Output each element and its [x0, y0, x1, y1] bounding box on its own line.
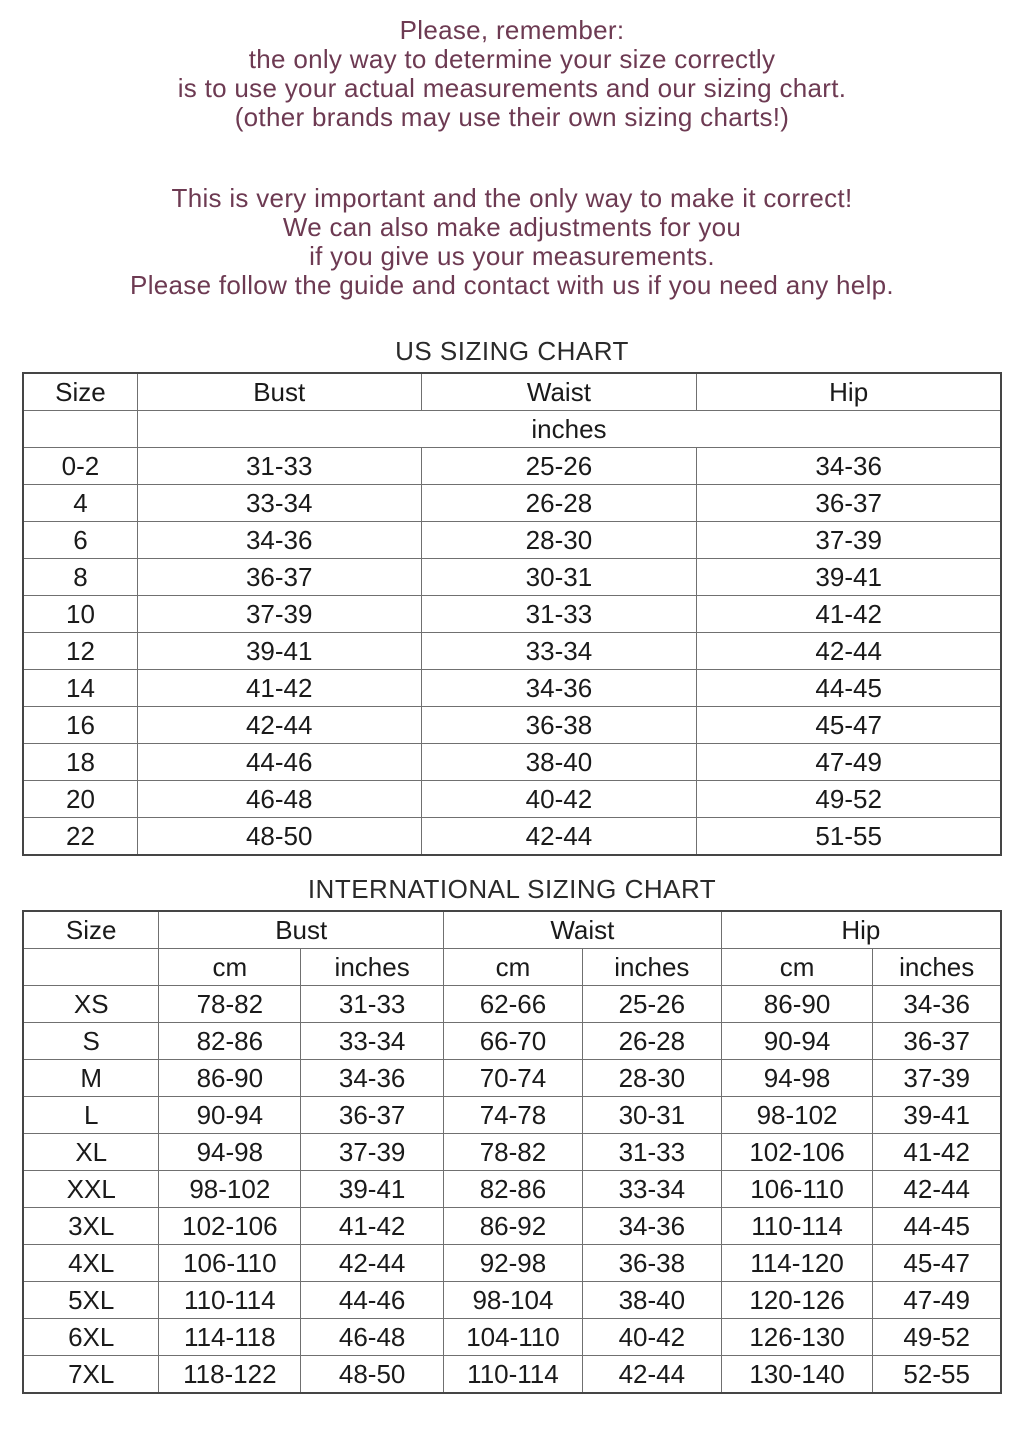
- table-row: [23, 744, 1001, 781]
- measurement-cell: 25-26: [421, 448, 697, 485]
- us-chart-title: US SIZING CHART: [395, 336, 629, 366]
- measurement-cell: 31-33: [421, 596, 697, 633]
- table-row: [23, 1356, 1001, 1394]
- intro-line: the only way to determine your size correctly: [248, 44, 776, 74]
- measurement-cell: 40-42: [421, 781, 697, 818]
- measurement-cell: 44-45: [873, 1208, 1001, 1245]
- measurement-cell: 70-74: [444, 1060, 583, 1097]
- size-cell: 14: [23, 670, 137, 707]
- measurement-cell: 45-47: [697, 707, 1001, 744]
- measurement-cell: 42-44: [873, 1171, 1001, 1208]
- table-row: [23, 1171, 1001, 1208]
- measurement-cell: 39-41: [697, 559, 1001, 596]
- size-cell: 0-2: [23, 448, 137, 485]
- measurement-cell: 46-48: [301, 1319, 444, 1356]
- measurement-cell: 110-114: [721, 1208, 873, 1245]
- measurement-cell: 31-33: [582, 1134, 721, 1171]
- table-row: [23, 1282, 1001, 1319]
- measurement-cell: 34-36: [421, 670, 697, 707]
- measurement-cell: 36-37: [873, 1023, 1001, 1060]
- intro-line: if you give us your measurements.: [309, 241, 715, 271]
- measurement-cell: 25-26: [582, 986, 721, 1023]
- measurement-cell: 118-122: [159, 1356, 301, 1394]
- empty-cell: [23, 949, 159, 986]
- measurement-cell: 47-49: [697, 744, 1001, 781]
- measurement-cell: 37-39: [873, 1060, 1001, 1097]
- measurement-cell: 26-28: [421, 485, 697, 522]
- table-row: [23, 818, 1001, 856]
- size-cell: S: [23, 1023, 159, 1060]
- bust-column-header: Bust: [137, 373, 421, 411]
- size-cell: 4XL: [23, 1245, 159, 1282]
- table-header-row: [23, 911, 1001, 949]
- measurement-cell: 36-37: [697, 485, 1001, 522]
- unit-label-cell: inches: [137, 411, 1001, 448]
- measurement-cell: 41-42: [873, 1134, 1001, 1171]
- measurement-cell: 114-120: [721, 1245, 873, 1282]
- table-row: [23, 1245, 1001, 1282]
- size-cell: 16: [23, 707, 137, 744]
- measurement-cell: 94-98: [159, 1134, 301, 1171]
- measurement-cell: 106-110: [159, 1245, 301, 1282]
- measurement-cell: 33-34: [421, 633, 697, 670]
- measurement-cell: 102-106: [159, 1208, 301, 1245]
- measurement-cell: 98-104: [444, 1282, 583, 1319]
- measurement-cell: 41-42: [697, 596, 1001, 633]
- measurement-cell: 34-36: [873, 986, 1001, 1023]
- unit-label-cell: cm: [444, 949, 583, 986]
- measurement-cell: 42-44: [582, 1356, 721, 1394]
- measurement-cell: 31-33: [137, 448, 421, 485]
- measurement-cell: 36-37: [137, 559, 421, 596]
- measurement-cell: 110-114: [444, 1356, 583, 1394]
- measurement-cell: 40-42: [582, 1319, 721, 1356]
- intro-paragraph-2: [0, 184, 1024, 300]
- waist-column-header: Waist: [444, 911, 722, 949]
- unit-label-cell: inches: [301, 949, 444, 986]
- measurement-cell: 62-66: [444, 986, 583, 1023]
- measurement-cell: 37-39: [697, 522, 1001, 559]
- measurement-cell: 92-98: [444, 1245, 583, 1282]
- us-table-header: [23, 373, 1001, 448]
- measurement-cell: 34-36: [697, 448, 1001, 485]
- table-row: [23, 1208, 1001, 1245]
- measurement-cell: 26-28: [582, 1023, 721, 1060]
- table-row: [23, 485, 1001, 522]
- size-cell: 4: [23, 485, 137, 522]
- table-header-row: [23, 373, 1001, 411]
- intro-text: [0, 0, 1024, 300]
- size-cell: 8: [23, 559, 137, 596]
- paragraph-spacer: [0, 132, 1024, 184]
- size-cell: L: [23, 1097, 159, 1134]
- size-cell: 22: [23, 818, 137, 856]
- measurement-cell: 45-47: [873, 1245, 1001, 1282]
- table-row: [23, 1134, 1001, 1171]
- measurement-cell: 47-49: [873, 1282, 1001, 1319]
- measurement-cell: 46-48: [137, 781, 421, 818]
- measurement-cell: 39-41: [301, 1171, 444, 1208]
- measurement-cell: 42-44: [137, 707, 421, 744]
- measurement-cell: 39-41: [873, 1097, 1001, 1134]
- size-cell: 10: [23, 596, 137, 633]
- measurement-cell: 130-140: [721, 1356, 873, 1394]
- unit-label-cell: inches: [873, 949, 1001, 986]
- international-table-header: [23, 911, 1001, 986]
- intro-line: We can also make adjustments for you: [282, 212, 742, 242]
- international-chart-title: INTERNATIONAL SIZING CHART: [307, 874, 717, 904]
- international-table-body: [23, 986, 1001, 1394]
- table-row: [23, 986, 1001, 1023]
- measurement-cell: 36-37: [301, 1097, 444, 1134]
- intro-line: (other brands may use their own sizing charts!): [234, 102, 790, 132]
- measurement-cell: 42-44: [301, 1245, 444, 1282]
- measurement-cell: 86-90: [159, 1060, 301, 1097]
- measurement-cell: 41-42: [137, 670, 421, 707]
- measurement-cell: 98-102: [159, 1171, 301, 1208]
- table-row: [23, 633, 1001, 670]
- measurement-cell: 98-102: [721, 1097, 873, 1134]
- size-column-header: Size: [23, 373, 137, 411]
- measurement-cell: 38-40: [582, 1282, 721, 1319]
- table-row: [23, 448, 1001, 485]
- measurement-cell: 94-98: [721, 1060, 873, 1097]
- table-row: [23, 1060, 1001, 1097]
- measurement-cell: 51-55: [697, 818, 1001, 856]
- table-unit-row: [23, 411, 1001, 448]
- measurement-cell: 33-34: [137, 485, 421, 522]
- measurement-cell: 104-110: [444, 1319, 583, 1356]
- measurement-cell: 36-38: [582, 1245, 721, 1282]
- measurement-cell: 78-82: [444, 1134, 583, 1171]
- size-cell: 12: [23, 633, 137, 670]
- measurement-cell: 37-39: [137, 596, 421, 633]
- measurement-cell: 48-50: [137, 818, 421, 856]
- measurement-cell: 82-86: [159, 1023, 301, 1060]
- size-cell: 18: [23, 744, 137, 781]
- measurement-cell: 86-90: [721, 986, 873, 1023]
- hip-column-header: Hip: [721, 911, 1001, 949]
- measurement-cell: 49-52: [697, 781, 1001, 818]
- size-cell: 5XL: [23, 1282, 159, 1319]
- measurement-cell: 42-44: [697, 633, 1001, 670]
- measurement-cell: 36-38: [421, 707, 697, 744]
- table-row: [23, 1319, 1001, 1356]
- measurement-cell: 48-50: [301, 1356, 444, 1394]
- measurement-cell: 31-33: [301, 986, 444, 1023]
- measurement-cell: 102-106: [721, 1134, 873, 1171]
- measurement-cell: 110-114: [159, 1282, 301, 1319]
- bust-column-header: Bust: [159, 911, 444, 949]
- unit-label-cell: cm: [159, 949, 301, 986]
- measurement-cell: 28-30: [582, 1060, 721, 1097]
- hip-column-header: Hip: [697, 373, 1001, 411]
- intro-line: This is very important and the only way to make it correct!: [171, 183, 853, 213]
- measurement-cell: 44-45: [697, 670, 1001, 707]
- international-sizing-table: [22, 910, 1002, 1394]
- unit-label-cell: inches: [582, 949, 721, 986]
- measurement-cell: 44-46: [137, 744, 421, 781]
- us-sizing-table: [22, 372, 1002, 856]
- table-unit-row: [23, 949, 1001, 986]
- measurement-cell: 39-41: [137, 633, 421, 670]
- table-row: [23, 670, 1001, 707]
- intro-paragraph-1: [0, 16, 1024, 132]
- waist-column-header: Waist: [421, 373, 697, 411]
- empty-cell: [23, 411, 137, 448]
- table-row: [23, 522, 1001, 559]
- measurement-cell: 90-94: [159, 1097, 301, 1134]
- measurement-cell: 30-31: [421, 559, 697, 596]
- measurement-cell: 78-82: [159, 986, 301, 1023]
- measurement-cell: 106-110: [721, 1171, 873, 1208]
- measurement-cell: 41-42: [301, 1208, 444, 1245]
- size-cell: 6XL: [23, 1319, 159, 1356]
- size-cell: 20: [23, 781, 137, 818]
- intro-line: Please, remember:: [399, 15, 625, 45]
- intro-line: Please follow the guide and contact with us if you need any help.: [130, 270, 894, 300]
- measurement-cell: 120-126: [721, 1282, 873, 1319]
- measurement-cell: 34-36: [582, 1208, 721, 1245]
- measurement-cell: 28-30: [421, 522, 697, 559]
- measurement-cell: 38-40: [421, 744, 697, 781]
- measurement-cell: 34-36: [137, 522, 421, 559]
- us-table-body: [23, 448, 1001, 856]
- table-row: [23, 1023, 1001, 1060]
- size-cell: 7XL: [23, 1356, 159, 1394]
- size-cell: 6: [23, 522, 137, 559]
- table-row: [23, 707, 1001, 744]
- size-cell: 3XL: [23, 1208, 159, 1245]
- measurement-cell: 33-34: [301, 1023, 444, 1060]
- intro-line: is to use your actual measurements and our sizing chart.: [177, 73, 847, 103]
- size-cell: M: [23, 1060, 159, 1097]
- measurement-cell: 49-52: [873, 1319, 1001, 1356]
- measurement-cell: 44-46: [301, 1282, 444, 1319]
- measurement-cell: 114-118: [159, 1319, 301, 1356]
- measurement-cell: 52-55: [873, 1356, 1001, 1394]
- size-cell: XL: [23, 1134, 159, 1171]
- measurement-cell: 82-86: [444, 1171, 583, 1208]
- size-cell: XS: [23, 986, 159, 1023]
- unit-label-cell: cm: [721, 949, 873, 986]
- table-row: [23, 781, 1001, 818]
- measurement-cell: 34-36: [301, 1060, 444, 1097]
- measurement-cell: 37-39: [301, 1134, 444, 1171]
- measurement-cell: 33-34: [582, 1171, 721, 1208]
- measurement-cell: 30-31: [582, 1097, 721, 1134]
- table-row: [23, 1097, 1001, 1134]
- measurement-cell: 126-130: [721, 1319, 873, 1356]
- size-cell: XXL: [23, 1171, 159, 1208]
- measurement-cell: 86-92: [444, 1208, 583, 1245]
- table-row: [23, 559, 1001, 596]
- measurement-cell: 74-78: [444, 1097, 583, 1134]
- measurement-cell: 66-70: [444, 1023, 583, 1060]
- size-column-header: Size: [23, 911, 159, 949]
- measurement-cell: 90-94: [721, 1023, 873, 1060]
- table-row: [23, 596, 1001, 633]
- measurement-cell: 42-44: [421, 818, 697, 856]
